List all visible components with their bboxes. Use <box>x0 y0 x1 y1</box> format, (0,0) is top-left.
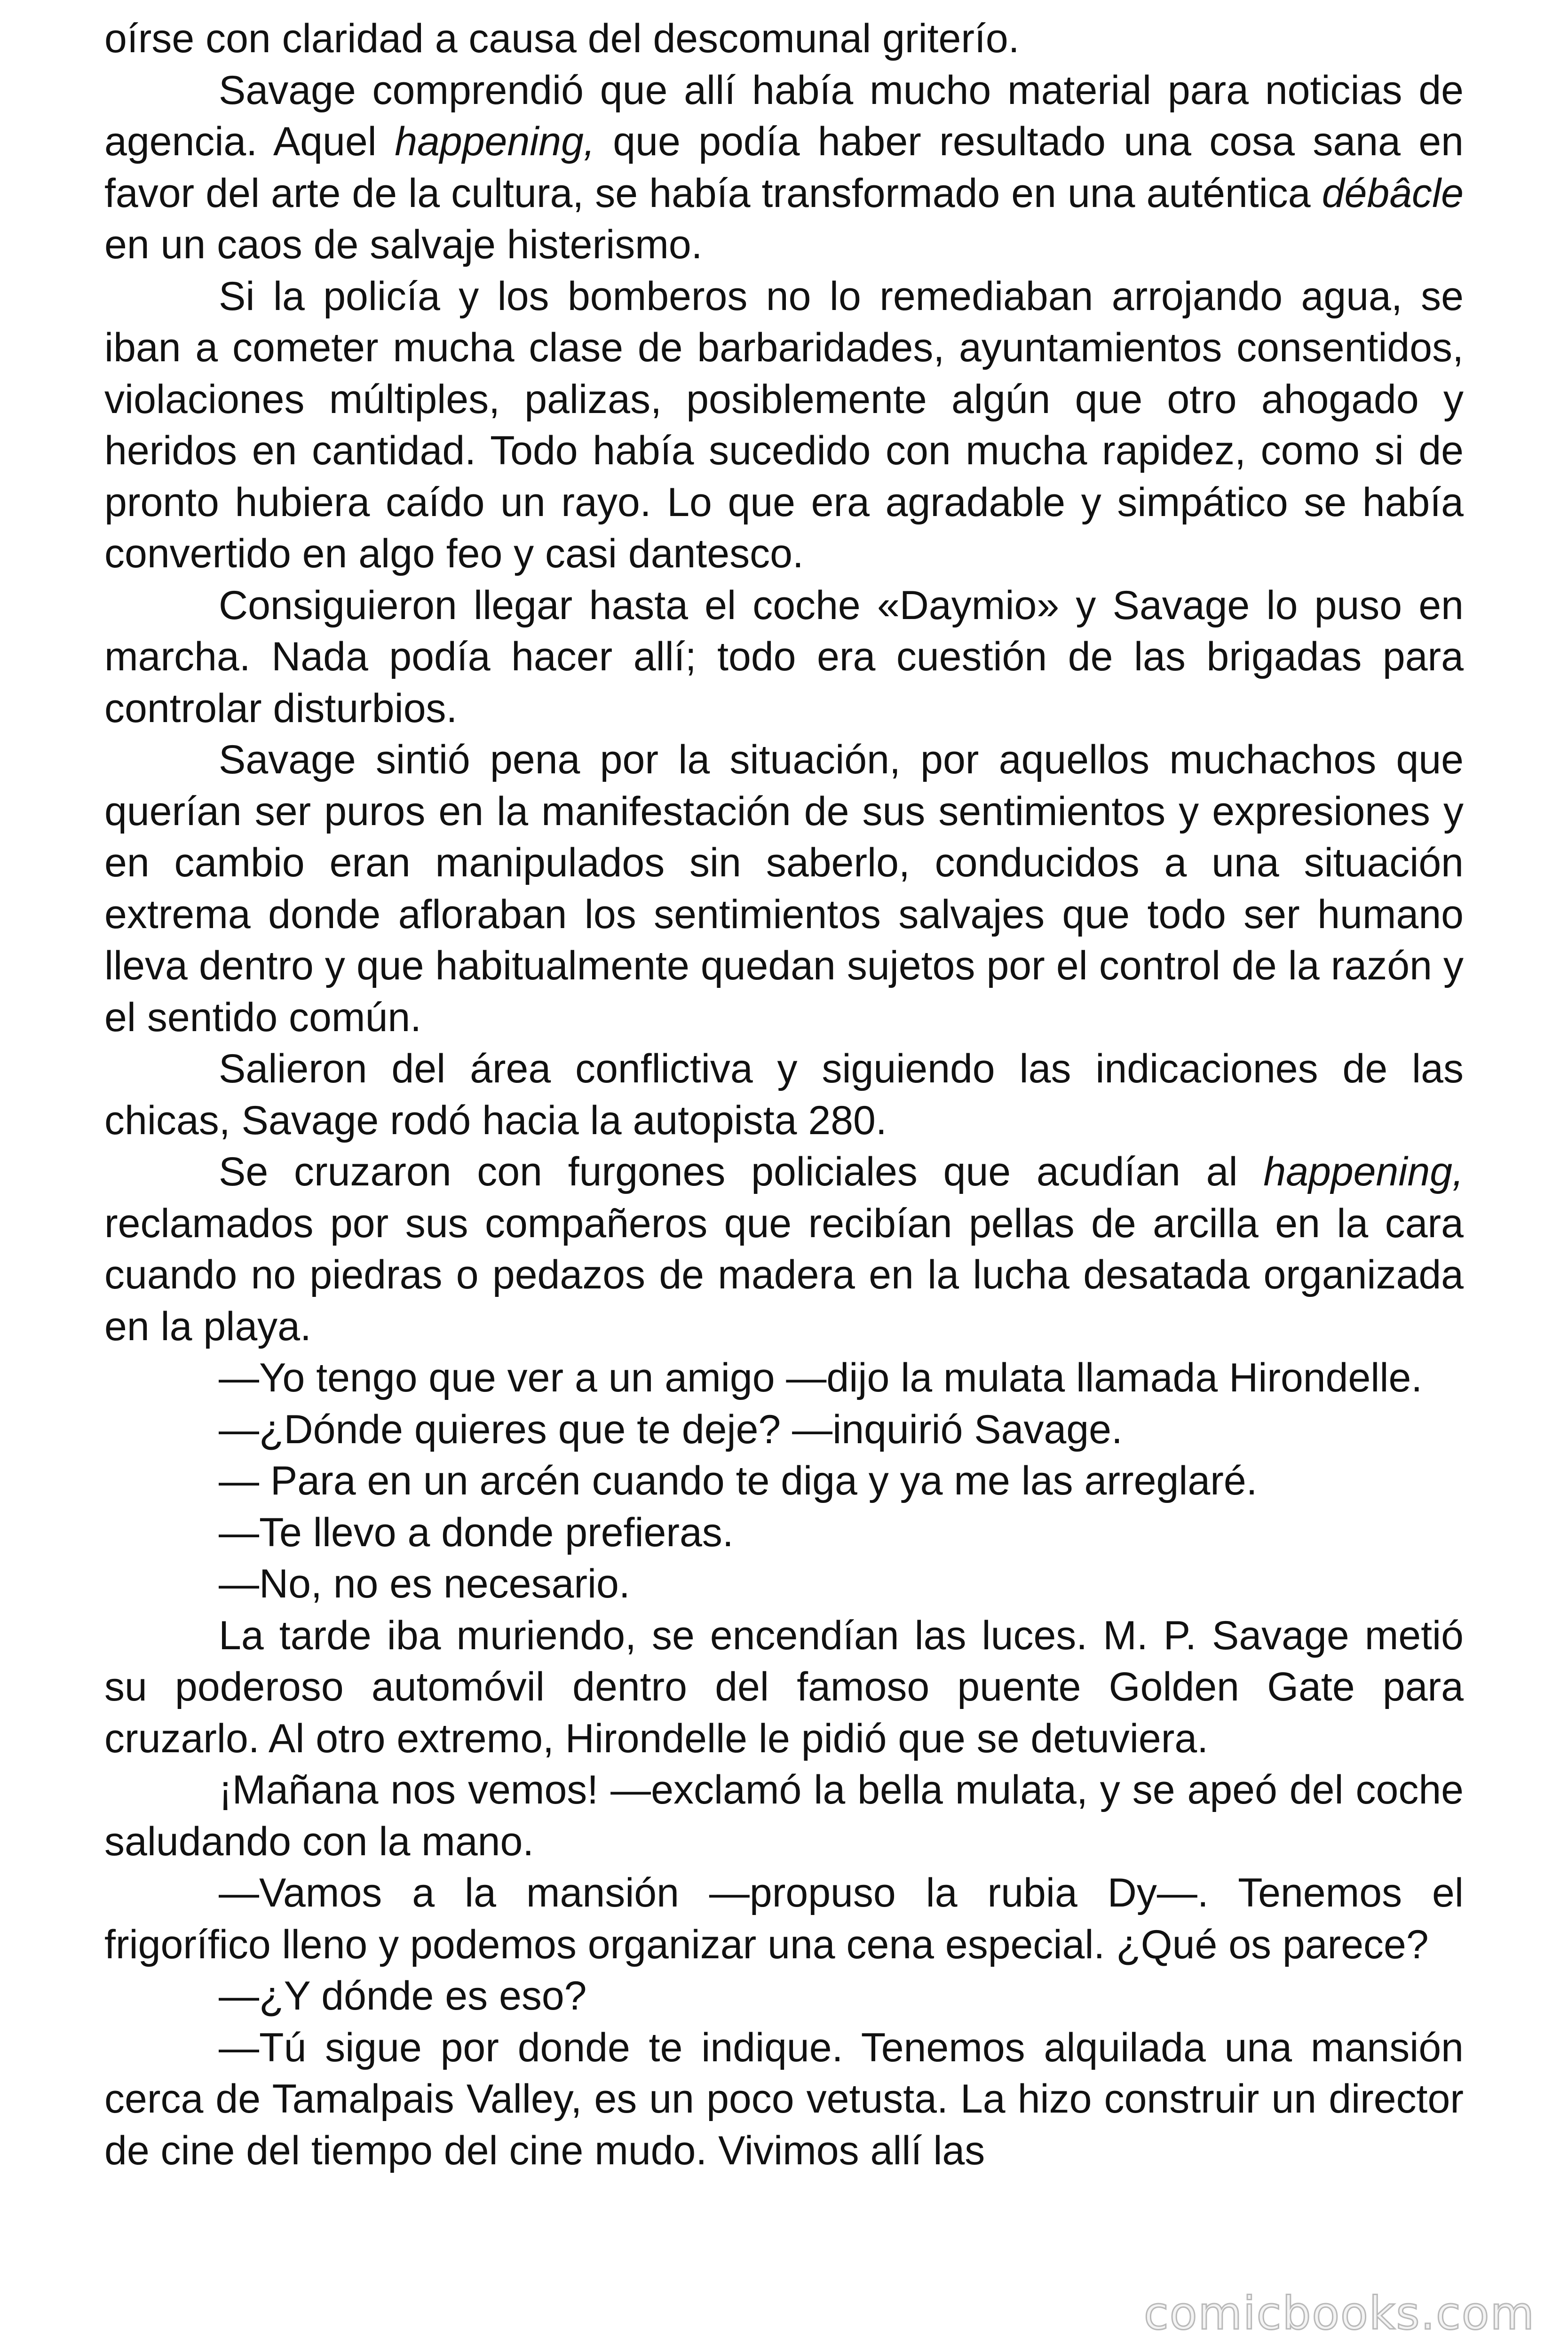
italic-term: happening, <box>1263 1149 1464 1194</box>
text-run: oírse con claridad a causa del descomunal griterío. <box>104 16 1020 61</box>
text-run: Si la policía y los bomberos no lo remediaban arrojando agua, se iban a cometer mucha clase de barbaridades, ayuntamientos consentidos, violaciones múltiples, palizas, posiblemente algún que otro ahogado y heridos en cantidad. Todo había sucedido con mucha rapidez, como si de pronto hubiera caído un rayo. Lo que era agradable y simpático se había convertido en algo feo y casi dantesco. <box>104 273 1464 576</box>
text-run: —Tú sigue por donde te indique. Tenemos alquilada una mansión cerca de Tamalpais Valley, es un poco vetusta. La hizo construir un director de cine del tiempo del cine mudo. Vivimos allí las <box>104 2025 1464 2173</box>
paragraph <box>104 1764 1464 1867</box>
paragraph <box>104 1043 1464 1146</box>
text-run: Se cruzaron con furgones policiales que acudían al <box>219 1149 1264 1194</box>
text-run: que podía haber resultado una cosa sana en favor del arte de la cultura, se había transformado en una auténtica <box>104 119 1464 216</box>
text-run: —No, no es necesario. <box>219 1561 630 1606</box>
paragraph <box>104 1507 1464 1559</box>
paragraph <box>104 1558 1464 1610</box>
text-run: Salieron del área conflictiva y siguiendo las indicaciones de las chicas, Savage rodó hacia la autopista 280. <box>104 1046 1464 1143</box>
paragraph <box>104 1455 1464 1507</box>
paragraph <box>104 13 1464 65</box>
text-run: en un caos de salvaje histerismo. <box>104 222 703 267</box>
italic-term: débâcle <box>1322 170 1464 216</box>
paragraph <box>104 2022 1464 2177</box>
paragraph <box>104 65 1464 271</box>
paragraph <box>104 1404 1464 1456</box>
watermark: comicbooks.com <box>1143 2287 1535 2340</box>
text-run: Savage comprendió que allí había mucho material para noticias de agencia. Aquel <box>104 67 1464 164</box>
text-run: reclamados por sus compañeros que recibían pellas de arcilla en la cara cuando no piedras o pedazos de madera en la lucha desatada organizada en la playa. <box>104 1200 1464 1349</box>
paragraph <box>104 734 1464 1043</box>
text-run: Savage sintió pena por la situación, por aquellos muchachos que querían ser puros en la manifestación de sus sentimientos y expresiones y en cambio eran manipulados sin saberlo, conducidos a una situación extrema donde afloraban los sentimientos salvajes que todo ser humano lleva dentro y que habitualmente quedan sujetos por el control de la razón y el sentido común. <box>104 737 1464 1040</box>
paragraph <box>104 1146 1464 1352</box>
text-run: —Vamos a la mansión —propuso la rubia Dy—. Tenemos el frigorífico lleno y podemos organizar una cena especial. ¿Qué os parece? <box>104 1870 1464 1967</box>
paragraph <box>104 1352 1464 1404</box>
text-run: — Para en un arcén cuando te diga y ya me las arreglaré. <box>219 1458 1258 1503</box>
text-run: —¿Y dónde es eso? <box>219 1973 587 2018</box>
paragraph <box>104 271 1464 580</box>
paragraph <box>104 1971 1464 2022</box>
paragraph <box>104 580 1464 735</box>
text-run: ¡Mañana nos vemos! —exclamó la bella mulata, y se apeó del coche saludando con la mano. <box>104 1767 1464 1864</box>
text-run: —Te llevo a donde prefieras. <box>219 1510 734 1555</box>
italic-term: happening, <box>395 119 595 164</box>
page-text <box>104 13 1464 2177</box>
text-run: La tarde iba muriendo, se encendían las luces. M. P. Savage metió su poderoso automóvil dentro del famoso puente Golden Gate para cruzarlo. Al otro extremo, Hirondelle le pidió que se detuviera. <box>104 1613 1464 1761</box>
text-run: —¿Dónde quieres que te deje? —inquirió Savage. <box>219 1406 1123 1452</box>
paragraph <box>104 1867 1464 1971</box>
text-run: Consiguieron llegar hasta el coche «Daymio» y Savage lo puso en marcha. Nada podía hacer allí; todo era cuestión de las brigadas para controlar disturbios. <box>104 582 1464 731</box>
text-run: —Yo tengo que ver a un amigo —dijo la mulata llamada Hirondelle. <box>219 1355 1423 1400</box>
paragraph <box>104 1610 1464 1765</box>
